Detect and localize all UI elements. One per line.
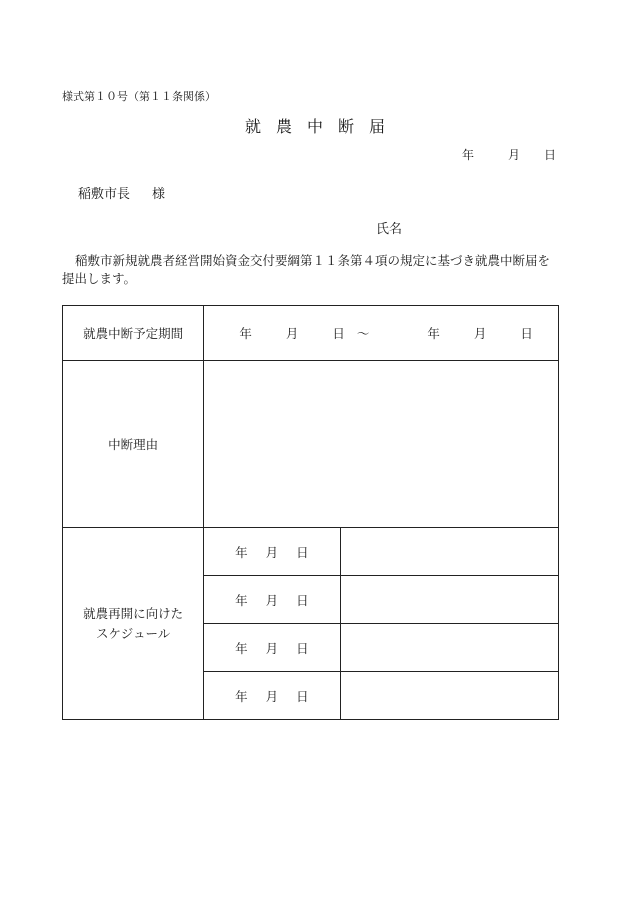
- schedule-content-field[interactable]: [340, 624, 558, 672]
- schedule-year: 年: [235, 688, 248, 704]
- document-title: 就農中断届: [244, 117, 400, 136]
- schedule-day: 日: [296, 592, 309, 608]
- schedule-label-line1: 就農再開に向けた: [83, 605, 184, 621]
- period-tilde: ～: [356, 326, 370, 341]
- reason-row: [63, 361, 559, 528]
- schedule-day: 日: [296, 688, 309, 704]
- schedule-year: 年: [235, 544, 248, 560]
- addressee: [78, 183, 165, 202]
- date-year-label: 年: [462, 148, 475, 162]
- period-start-day: 日: [332, 326, 345, 341]
- submission-date: [462, 146, 556, 163]
- addressee-name: 稲敷市長: [78, 187, 131, 202]
- period-row: [63, 306, 559, 361]
- applicant-name-label: 氏名: [376, 222, 403, 237]
- schedule-date-field[interactable]: [204, 528, 340, 576]
- schedule-row: [63, 528, 559, 576]
- schedule-date-field[interactable]: [204, 624, 340, 672]
- schedule-month: 月: [265, 640, 279, 656]
- schedule-label-line2: スケジュール: [96, 625, 171, 641]
- schedule-date-field[interactable]: [204, 672, 340, 720]
- schedule-content-field[interactable]: [340, 576, 558, 624]
- schedule-label: [63, 528, 204, 720]
- period-field[interactable]: [204, 306, 559, 361]
- date-day-label: 日: [544, 148, 557, 162]
- period-start-year: 年: [239, 326, 252, 341]
- schedule-content-field[interactable]: [340, 528, 558, 576]
- schedule-year: 年: [235, 640, 248, 656]
- schedule-date-field[interactable]: [204, 576, 340, 624]
- period-end-year: 年: [427, 326, 440, 341]
- form-table: [62, 305, 559, 720]
- schedule-month: 月: [265, 544, 279, 560]
- schedule-year: 年: [235, 592, 248, 608]
- period-label: 就農中断予定期間: [63, 306, 204, 361]
- addressee-honorific: 様: [152, 187, 166, 202]
- reason-label: 中断理由: [63, 361, 204, 528]
- period-end-day: 日: [520, 326, 533, 341]
- schedule-day: 日: [296, 544, 309, 560]
- schedule-month: 月: [265, 688, 279, 704]
- reason-field[interactable]: [204, 361, 559, 528]
- body-text: 稲敷市新規就農者経営開始資金交付要綱第１１条第４項の規定に基づき就農中断届を提出します。: [62, 253, 551, 286]
- schedule-month: 月: [265, 592, 279, 608]
- date-month-label: 月: [508, 148, 521, 162]
- period-end-month: 月: [473, 326, 487, 341]
- form-number: 様式第１０号（第１１条関係）: [62, 90, 216, 103]
- schedule-content-field[interactable]: [340, 672, 558, 720]
- schedule-day: 日: [296, 640, 309, 656]
- period-start-month: 月: [285, 326, 299, 341]
